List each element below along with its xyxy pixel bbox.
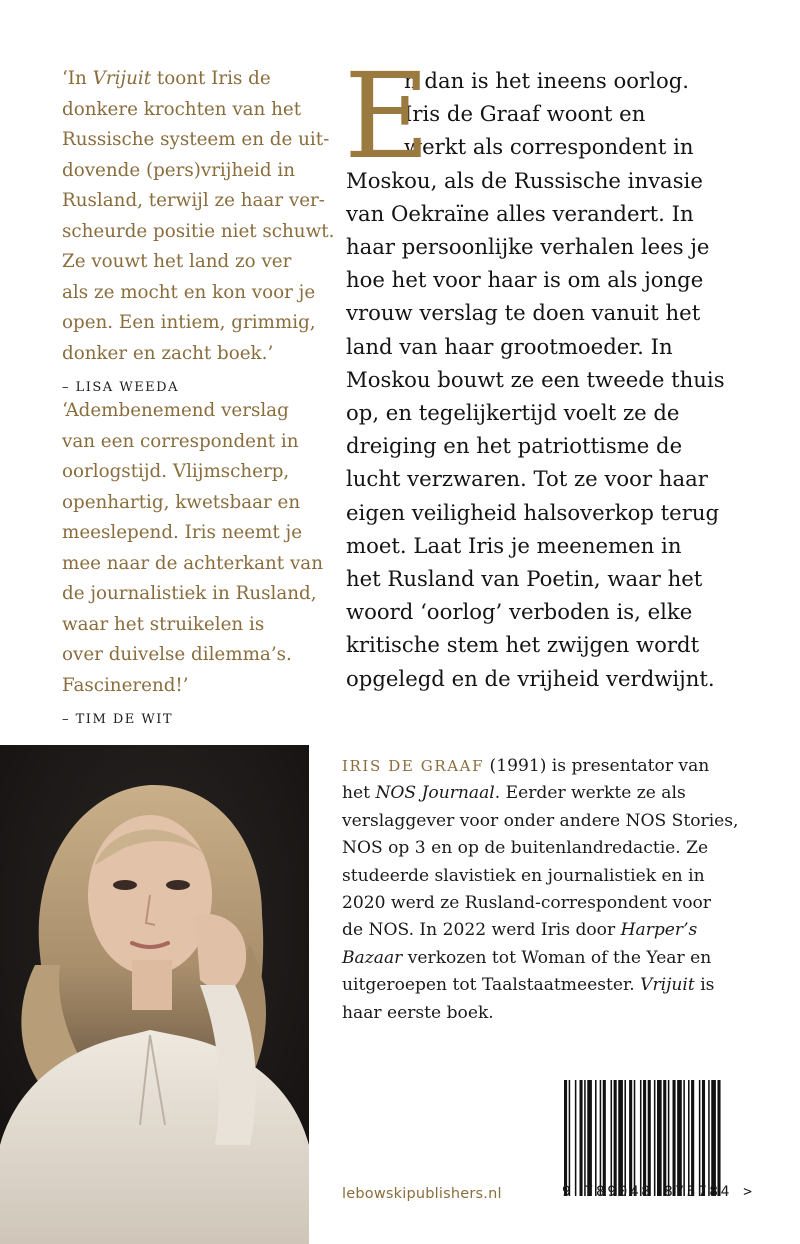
barcode-bar (575, 1080, 577, 1196)
author-name: IRIS DE GRAAF (342, 757, 485, 775)
barcode-bar (673, 1080, 676, 1196)
barcode-bar (699, 1080, 701, 1196)
barcode-bar (654, 1080, 656, 1196)
barcode-bar (640, 1080, 642, 1196)
author-bio: IRIS DE GRAAF (1991) is presentator van het NOS Journaal. Eerder werkte ze als verslaggever voor onder andere NOS Stories, NOS op 3 en op de buitenlandredactie. Ze studeerde slavistiek en journalistiek en in 2020 werd ze Rusland-correspondent voor de NOS. In 2022 werd Iris door Harper’s Bazaar verkozen tot Woman of the Year en uitgeroepen tot Taalstaatmeester. Vrijuit is haar eerste boek. (342, 756, 739, 1023)
barcode-bar (569, 1080, 571, 1196)
barcode-bar (611, 1080, 613, 1196)
barcode-bar (711, 1080, 716, 1196)
barcode-bar (648, 1080, 651, 1196)
drop-cap: E (344, 47, 431, 185)
barcode-bar (600, 1080, 602, 1196)
barcode-bar (683, 1080, 685, 1196)
barcode-bar (580, 1080, 583, 1196)
barcode-bar (691, 1080, 694, 1196)
book-blurb: E n dan is het ineens oorlog. Iris de Graaf woont en werkt als correspondent in Moskou, als de Russische invasie van Oekraïne alles verandert. In haar persoonlijke verhalen lees je hoe het voor haar is om als jonge vrouw verslag te doen vanuit het land van haar grootmoeder. In Moskou bouwt ze een tweede thuis op, en tegelijkertijd voelt ze de dreiging en het patriottisme de lucht verzwaren. Tot ze voor haar eigen veiligheid halsoverkop terug moet. Laat Iris je meenemen in het Rusland van Poetin, waar het woord ‘oorlog’ verboden is, elke kritische stem het zwijgen wordt opgelegd en de vrijheid verdwijnt. (344, 47, 725, 691)
barcode-bar (629, 1080, 632, 1196)
isbn-barcode (562, 1080, 782, 1196)
barcode-bar (717, 1080, 720, 1196)
barcode-bar (624, 1080, 626, 1196)
barcode-bar (595, 1080, 597, 1196)
barcode-bar (564, 1080, 567, 1196)
barcode-bar (587, 1080, 592, 1196)
barcode-bar (584, 1080, 586, 1196)
barcode-bar (668, 1080, 670, 1196)
barcode-bar (614, 1080, 617, 1196)
barcode-bar (634, 1080, 636, 1196)
quote-attribution: – LISA WEEDA (62, 380, 179, 395)
barcode-bar (702, 1080, 705, 1196)
author-photo (0, 745, 309, 1244)
quote-attribution: – TIM DE WIT (62, 712, 174, 727)
barcode-bar (618, 1080, 623, 1196)
barcode-bar (708, 1080, 710, 1196)
author-portrait-illustration (0, 745, 309, 1244)
barcode-bar (603, 1080, 606, 1196)
barcode-bar (677, 1080, 682, 1196)
isbn-number: 9 789048 873784 > (562, 1184, 755, 1200)
barcode-bar (663, 1080, 666, 1196)
publisher-url: lebowskipublishers.nl (342, 1186, 502, 1202)
review-quote-1: ‘In Vrijuit toont Iris de donkere krochten van het Russische systeem en de uit- dovende (pers)vrijheid in Rusland, terwijl ze haar ver- scheurde positie niet schuwt. Ze vouwt het land zo ver als ze mocht en kon voor je open. Een intiem, grimmig, donker en zacht boek.’ – LISA WEEDA (62, 64, 344, 404)
barcode-bar (643, 1080, 646, 1196)
barcode-bar (657, 1080, 662, 1196)
review-quote-2: ‘Adembenemend verslag van een correspondent in oorlogstijd. Vlijmscherp, openhartig, kwetsbaar en meeslepend. Iris neemt je mee naar de achterkant van de journalistiek in Rusland, waar het struikelen is over duivelse dilemma’s. Fascinerend!’ – TIM DE WIT (62, 396, 344, 736)
barcode-bar (688, 1080, 690, 1196)
